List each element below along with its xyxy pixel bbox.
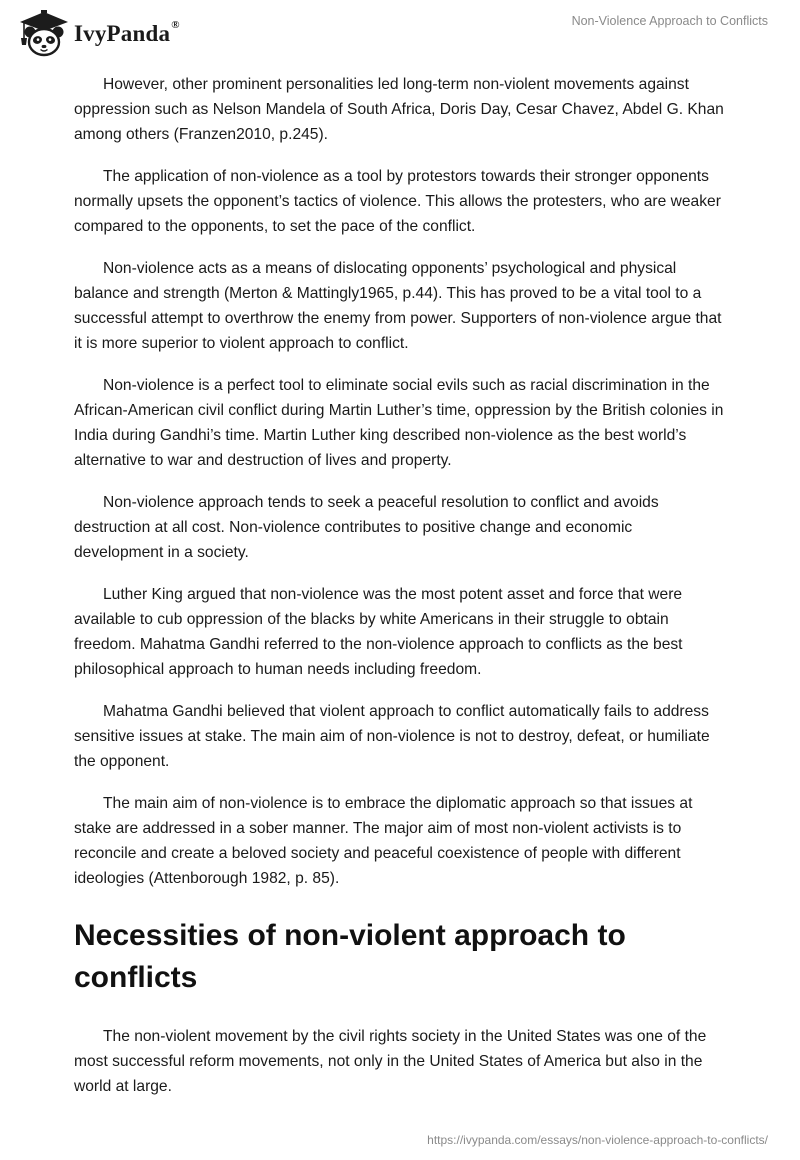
logo-wordmark bbox=[74, 21, 180, 47]
essay-content bbox=[74, 72, 724, 1116]
paragraph: Luther King argued that non-violence was the most potent asset and force that were available to cub oppression of the blacks by white Americans in their struggle to obtain freedom. Mahatma Gandhi referred to the non-violence approach to conflicts as the best philosophical approach to human needs including freedom. bbox=[74, 586, 683, 678]
section-heading: Necessities of non-violent approach to conflicts bbox=[74, 919, 626, 994]
paragraph: The non-violent movement by the civil rights society in the United States was one of the most successful reform movements, not only in the United States of America but also in the world at large. bbox=[74, 1028, 707, 1095]
logo-text: IvyPanda bbox=[74, 21, 171, 46]
paragraph: The application of non-violence as a tool by protestors towards their stronger opponents normally upsets the opponent’s tactics of violence. This allows the protesters, who are weaker compared to the opponents, to set the pace of the conflict. bbox=[74, 168, 721, 235]
paragraph: Mahatma Gandhi believed that violent approach to conflict automatically fails to address sensitive issues at stake. The main aim of non-violence is not to destroy, defeat, or humiliate the opponent. bbox=[74, 703, 710, 770]
paragraph: Non-violence approach tends to seek a peaceful resolution to conflict and avoids destruction at all cost. Non-violence contributes to positive change and economic development in a society. bbox=[74, 494, 659, 561]
paragraph: The main aim of non-violence is to embrace the diplomatic approach so that issues at stake are addressed in a sober manner. The major aim of most non-violent activists is to reconcile and create a beloved society and peaceful coexistence of people with different ideologies (Attenborough 1982, p. 85). bbox=[74, 795, 693, 887]
paragraph: Non-violence is a perfect tool to eliminate social evils such as racial discrimination in the African-American civil conflict during Martin Luther’s time, oppression by the British colonies in India during Gandhi’s time. Martin Luther king described non-violence as the best world’s alternative to war and destruction of lives and property. bbox=[74, 377, 724, 469]
source-url[interactable]: https://ivypanda.com/essays/non-violence-approach-to-conflicts/ bbox=[427, 1133, 768, 1147]
ivypanda-logo[interactable] bbox=[14, 8, 180, 58]
registered-mark: ® bbox=[171, 19, 180, 32]
page-title: Non-Violence Approach to Conflicts bbox=[571, 14, 768, 28]
page-header bbox=[0, 0, 800, 64]
panda-graduation-cap-icon bbox=[14, 8, 70, 58]
paragraph: Non-violence acts as a means of dislocating opponents’ psychological and physical balance and strength (Merton & Mattingly1965, p.44). This has proved to be a vital tool to a successful attempt to overthrow the enemy from power. Supporters of non-violence argue that it is more superior to violent approach to conflict. bbox=[74, 260, 722, 352]
paragraph: However, other prominent personalities led long-term non-violent movements against oppression such as Nelson Mandela of South Africa, Doris Day, Cesar Chavez, Abdel G. Khan among others (Franzen2010, p.245). bbox=[74, 76, 724, 143]
